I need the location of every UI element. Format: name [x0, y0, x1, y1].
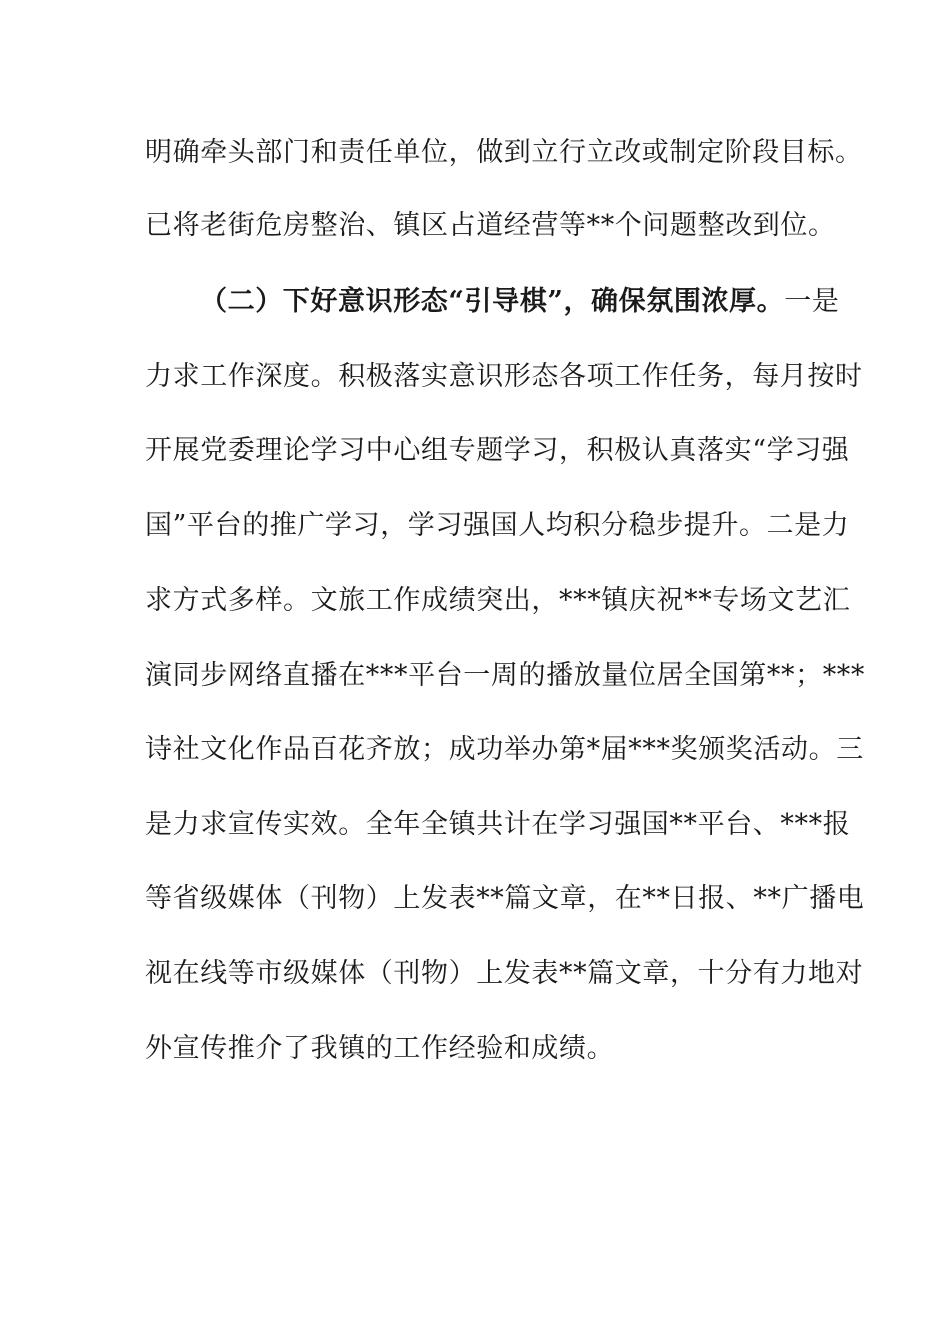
paragraph-line: 力求工作深度。积极落实意识形态各项工作任务，每月按时 — [145, 361, 863, 392]
paragraph-line: 演同步网络直播在***平台一周的播放量位居全国第**；*** — [145, 660, 865, 691]
paragraph-line: 是力求宣传实效。全年全镇共计在学习强国**平台、***报 — [145, 809, 851, 840]
paragraph-line: 国”平台的推广学习，学习强国人均积分稳步提升。二是力 — [145, 510, 850, 541]
paragraph-line: 开展党委理论学习中心组专题学习，积极认真落实“学习强 — [145, 435, 850, 466]
section-heading-line — [200, 282, 840, 322]
paragraph-line: 明确牵头部门和责任单位，做到立行立改或制定阶段目标。 — [145, 137, 863, 168]
paragraph-line: 外宣传推介了我镇的工作经验和成绩。 — [145, 1033, 615, 1064]
section-heading: （二）下好意识形态“引导棋”，确保氛围浓厚。 — [200, 286, 785, 317]
paragraph-line: 求方式多样。文旅工作成绩突出，***镇庆祝**专场文艺汇 — [145, 585, 851, 616]
paragraph-line: 视在线等市级媒体（刊物）上发表**篇文章，十分有力地对 — [145, 958, 864, 989]
heading-continuation: 一是 — [784, 286, 840, 317]
paragraph-line: 等省级媒体（刊物）上发表**篇文章，在**日报、**广播电 — [145, 883, 865, 914]
paragraph-line: 诗社文化作品百花齐放；成功举办第*届***奖颁奖活动。三 — [145, 734, 864, 765]
paragraph-line: 已将老街危房整治、镇区占道经营等**个问题整改到位。 — [145, 210, 836, 241]
